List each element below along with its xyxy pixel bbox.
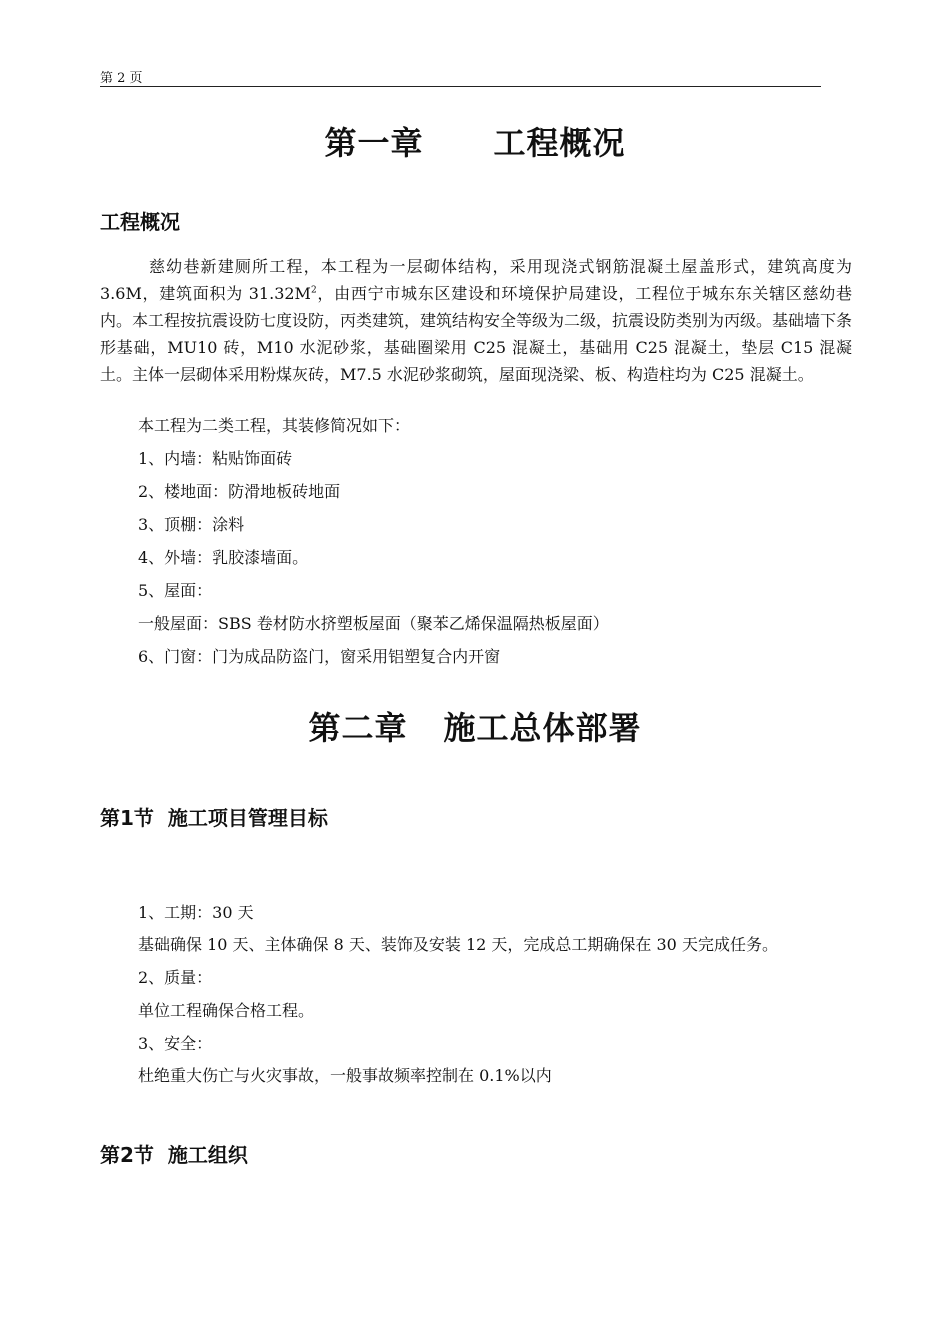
chapter-2-title: 施工总体部署: [443, 709, 642, 747]
chapter-2-heading: [100, 703, 850, 749]
chapter-1-title: 工程概况: [493, 124, 626, 162]
decoration-item: 6、门窗：门为成品防盗门，窗采用铝塑复合内开窗: [138, 647, 501, 666]
chapter-1-prefix: 第一章: [324, 124, 424, 162]
decoration-item: 5、屋面：: [138, 581, 213, 600]
goal-line: 杜绝重大伤亡与火灾事故，一般事故频率控制在 0.1%以内: [138, 1066, 552, 1085]
decoration-item: 一般屋面：SBS 卷材防水挤塑板屋面（聚苯乙烯保温隔热板屋面）: [138, 614, 609, 633]
overview-paragraph: [100, 253, 852, 388]
area-superscript: 2: [310, 285, 317, 296]
chapter-1-heading: [100, 118, 850, 164]
overview-text-2: ，由西宁市城东区建设和环境保护局建设，工程位于城东东关辖区慈幼巷内。本工程按抗震设防七度设防，丙类建筑，建筑结构安全等级为二级，抗震设防类别为丙级。基础墙下条形基础，MU10 砖，M10 水泥砂浆，基础圈梁用 C25 混凝土，基础用 C25 混凝土，垫层 C15 混凝土。主体一层砌体采用粉煤灰砖，M7.5 水泥砂浆砌筑，屋面现浇梁、板、构造柱均为 C25 混凝土。: [100, 284, 853, 384]
section-2-heading: 第2节 施工组织: [100, 1143, 248, 1167]
decoration-intro: 本工程为二类工程，其装修简况如下：: [138, 416, 411, 435]
goal-line: 2、质量：: [138, 968, 213, 987]
chapter-2-prefix: 第二章: [308, 709, 408, 747]
decoration-item: 3、顶棚：涂料: [138, 515, 245, 534]
decoration-item: 4、外墙：乳胶漆墙面。: [138, 548, 309, 567]
section-1-heading: 第1节 施工项目管理目标: [100, 806, 328, 830]
page-header: [100, 66, 821, 87]
goal-line: 基础确保 10 天、主体确保 8 天、装饰及安装 12 天，完成总工期确保在 30 天完成任务。: [138, 935, 778, 954]
decoration-item: 2、楼地面：防滑地板砖地面: [138, 482, 341, 501]
goal-line: 1、工期：30 天: [138, 903, 254, 922]
overview-text-1: 慈幼巷新建厕所工程，本工程为一层砌体结构，采用现浇式钢筋混凝土屋盖形式，建筑高度为 3.6M，建筑面积为 31.32M: [100, 257, 852, 303]
page-number: 第 2 页: [100, 71, 143, 86]
goal-line: 3、安全：: [138, 1034, 213, 1053]
goal-line: 单位工程确保合格工程。: [138, 1001, 315, 1020]
decoration-item: 1、内墙：粘贴饰面砖: [138, 449, 293, 468]
section-overview-heading: 工程概况: [100, 210, 180, 234]
